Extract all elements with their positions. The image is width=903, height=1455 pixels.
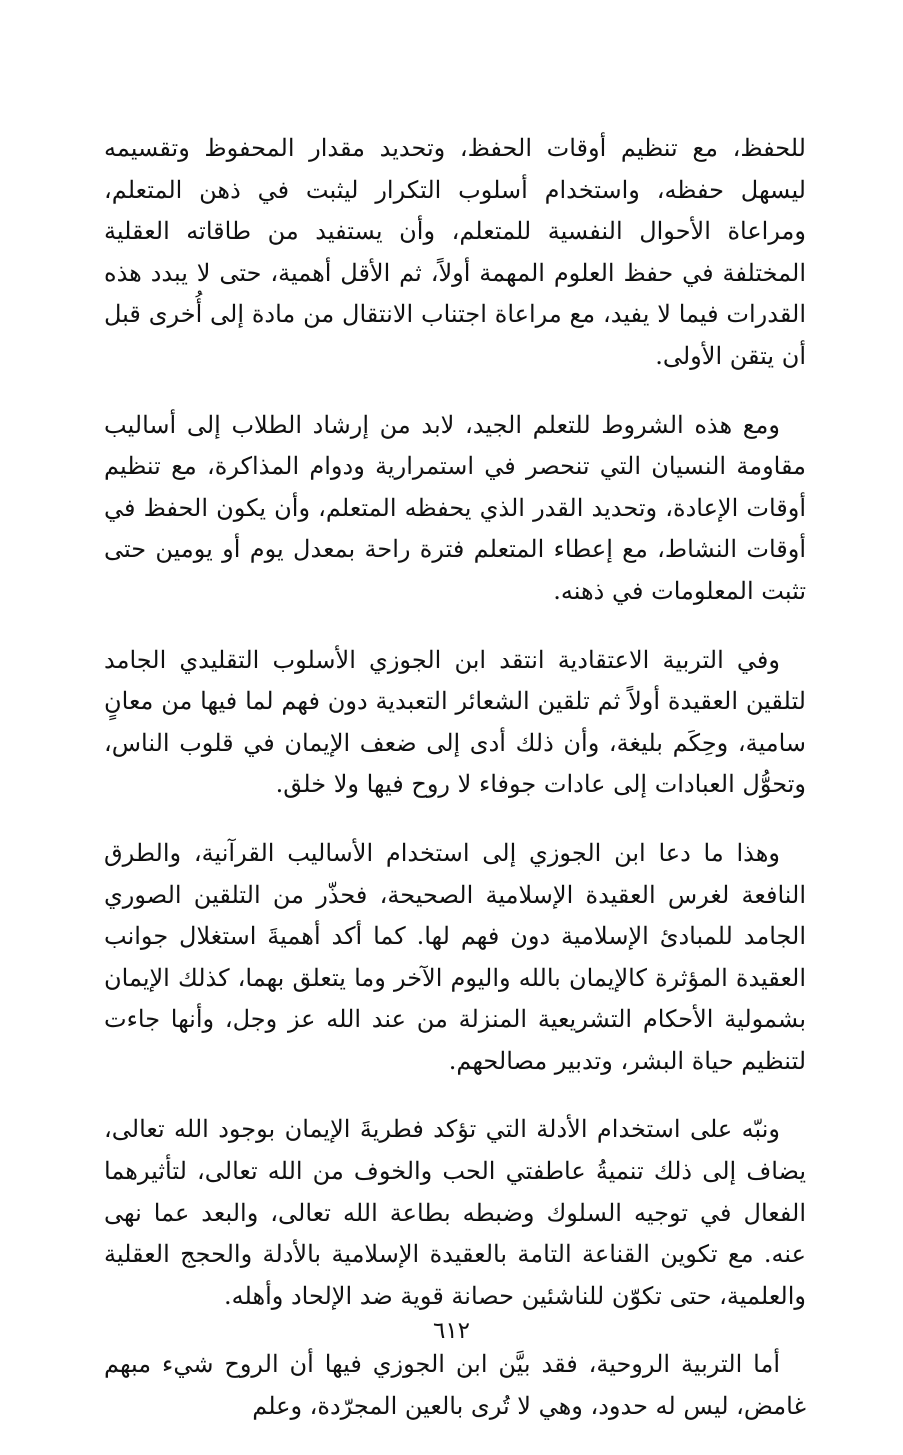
- paragraph-3: وفي التربية الاعتقادية انتقد ابن الجوزي الأسلوب التقليدي الجامد لتلقين العقيدة أولاً ثم تلقين الشعائر التعبدية دون فهم لما فيها من معانٍ سامية، وحِكَم بليغة، وأن ذلك أدى إلى ضعف الإيمان في قلوب الناس، وتحوُّل العبادات إلى عادات جوفاء لا روح فيها ولا خلق.: [104, 645, 806, 799]
- paragraph-5: ونبّه على استخدام الأدلة التي تؤكد فطريةَ الإيمان بوجود الله تعالى، يضاف إلى ذلك تنميةُ عاطفتي الحب والخوف من الله تعالى، لتأثيرهما الفعال في توجيه السلوك وضبطه بطاعة الله تعالى، والبعد عما نهى عنه. مع تكوين القناعة التامة بالعقيدة الإسلامية بالأدلة والحجج العقلية والعلمية، حتى تكوّن للناشئين حصانة قوية ضد الإلحاد وأهله.: [104, 1115, 806, 1310]
- page-body: [104, 128, 806, 1455]
- paragraph-4: وهذا ما دعا ابن الجوزي إلى استخدام الأساليب القرآنية، والطرق النافعة لغرس العقيدة الإسلامية الصحيحة، فحذّر من التلقين الصوري الجامد للمبادئ الإسلامية دون فهم لها. كما أكد أهميةَ استغلال جوانب العقيدة المؤثرة كالإيمان بالله واليوم الآخر وما يتعلق بهما، كذلك الإيمان بشمولية الأحكام التشريعية المنزلة من عند الله عز وجل، وأنها جاءت لتنظيم حياة البشر، وتدبير مصالحهم.: [104, 838, 807, 1075]
- paragraph-6: أما التربية الروحية، فقد بيَّن ابن الجوزي فيها أن الروح شيء مبهم غامض، ليس له حدود، وهي لا تُرى بالعين المجرّدة، وعلم: [104, 1350, 806, 1421]
- page-number: ٦١٢: [432, 1318, 471, 1344]
- paragraph-1: للحفظ، مع تنظيم أوقات الحفظ، وتحديد مقدار المحفوظ وتقسيمه ليسهل حفظه، واستخدام أسلوب التكرار ليثبت في ذهن المتعلم، ومراعاة الأحوال النفسية للمتعلم، وأن يستفيد من طاقاته العقلية المختلفة في حفظ العلوم المهمة أولاً، ثم الأقل أهمية، حتى لا يبدد هذه القدرات فيما لا يفيد، مع مراعاة اجتناب الانتقال من مادة إلى أُخرى قبل أن يتقن الأولى.: [104, 134, 806, 370]
- paragraph-2: ومع هذه الشروط للتعلم الجيد، لابد من إرشاد الطلاب إلى أساليب مقاومة النسيان التي تنحصر في استمرارية ودوام المذاكرة، مع تنظيم أوقات الإعادة، وتحديد القدر الذي يحفظه المتعلم، وأن يكون الحفظ في أوقات النشاط، مع إعطاء المتعلم فترة راحة بمعدل يوم أو يومين حتى تثبت المعلومات في ذهنه.: [104, 410, 806, 605]
